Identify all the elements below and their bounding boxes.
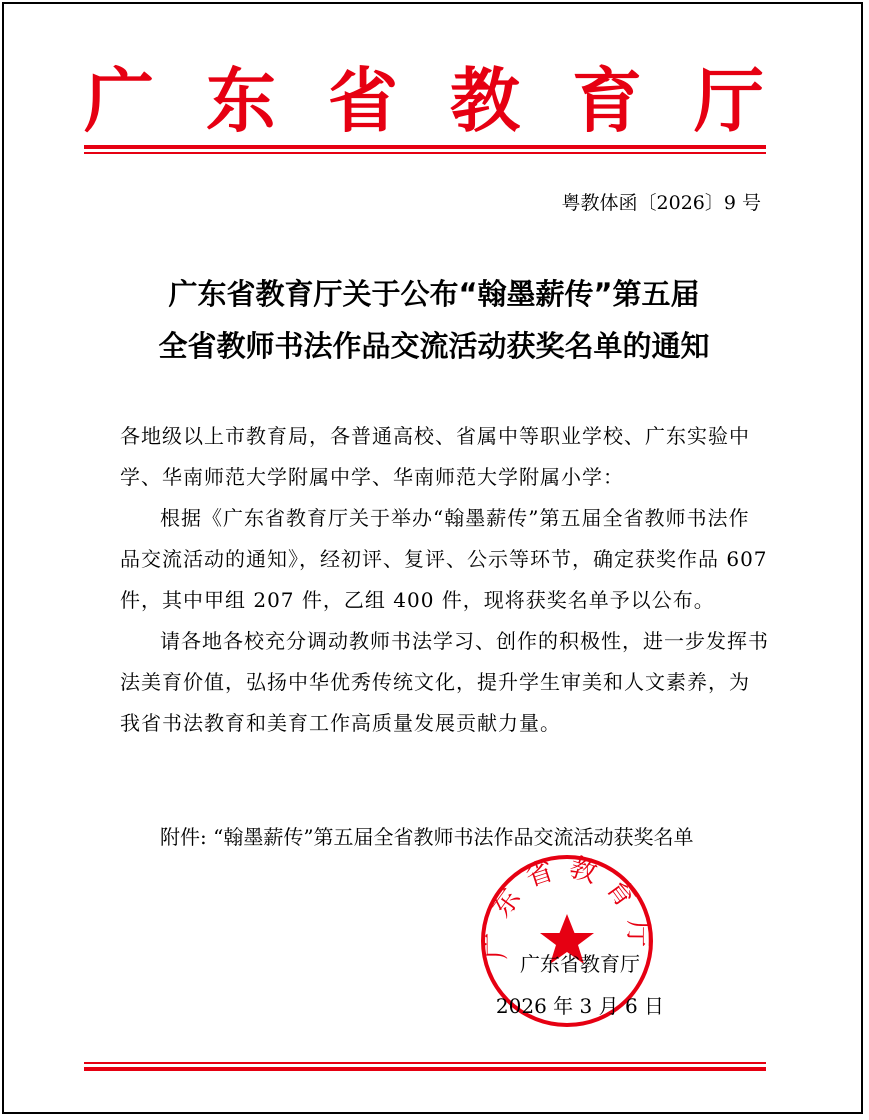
footer-rule-thick	[84, 1067, 766, 1071]
masthead	[84, 56, 764, 146]
issuer-name: 广东省教育厅	[520, 952, 640, 976]
header-rule-thick	[84, 145, 766, 149]
masthead-char: 东	[206, 60, 276, 142]
masthead-char: 厅	[694, 60, 764, 142]
title-line-2: 全省教师书法作品交流活动获奖名单的通知	[158, 329, 710, 363]
title-line-1: 广东省教育厅关于公布“翰墨薪传”第五届	[168, 277, 700, 311]
header-rule-thin	[84, 152, 766, 154]
issue-date: 2026 年 3 月 6 日	[495, 994, 665, 1018]
recipients: 各地级以上市教育局，各普通高校、省属中等职业学校、广东实验中学、华南师范大学附属中学、华南师范大学附属小学：	[120, 424, 750, 489]
footer-rule-thin	[84, 1062, 766, 1064]
document-body	[120, 416, 770, 744]
document-title	[84, 268, 784, 372]
body-paragraph-1: 根据《广东省教育厅关于举办“翰墨薪传”第五届全省教师书法作品交流活动的通知》，经初评、复评、公示等环节，确定获奖作品 607 件，其中甲组 207 件，乙组 400 件，现将获奖名单予以公布。	[120, 506, 768, 612]
seal-text: 广东省教育厅	[480, 852, 654, 960]
signature-block	[480, 944, 680, 1026]
masthead-char: 育	[572, 60, 642, 142]
attachment-line: 附件: “翰墨薪传”第五届全省教师书法作品交流活动获奖名单	[160, 825, 694, 849]
masthead-char: 广	[84, 60, 154, 142]
document-number: 粤教体函〔2026〕9 号	[561, 192, 761, 214]
masthead-char: 省	[328, 60, 398, 142]
masthead-char: 教	[450, 60, 520, 142]
body-paragraph-2: 请各地各校充分调动教师书法学习、创作的积极性，进一步发挥书法美育价值，弘扬中华优秀传统文化，提升学生审美和人文素养，为我省书法教育和美育工作高质量发展贡献力量。	[120, 629, 769, 735]
